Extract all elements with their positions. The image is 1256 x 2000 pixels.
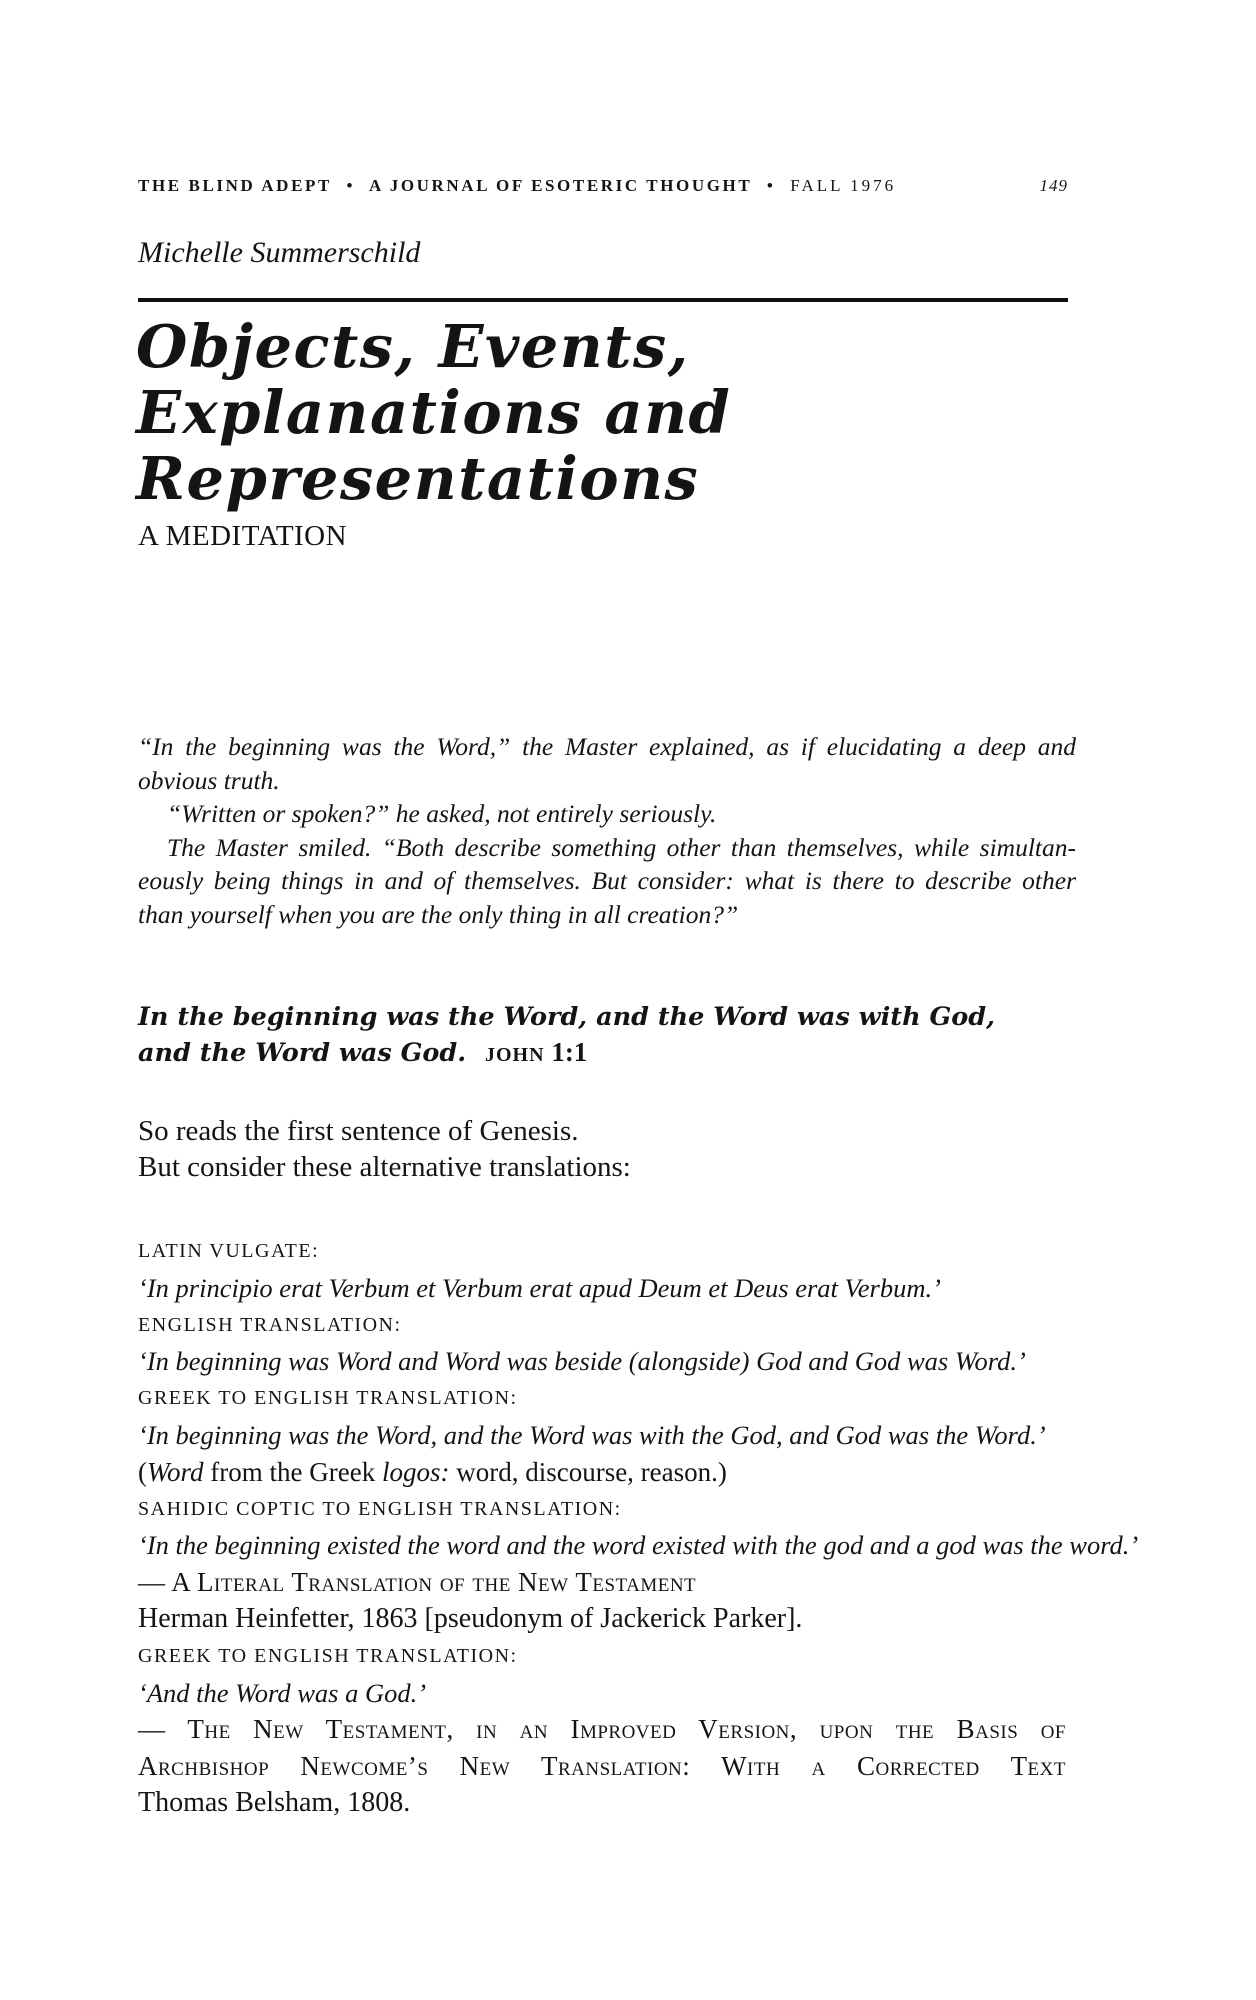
translation-label: GREEK TO ENGLISH TRANSLATION: <box>138 1387 518 1410</box>
translation-author: Thomas Belsham, 1808. <box>138 1786 411 1818</box>
title-rule-divider <box>138 298 1068 302</box>
note-text: from the Greek <box>203 1456 382 1487</box>
journal-name: THE BLIND ADEPT <box>138 176 332 195</box>
header-separator: • <box>766 176 776 195</box>
dialogue-line: “In the beginning was the Word,” the Master explained, as if elucidating a deep and <box>138 732 1076 761</box>
scripture-reference <box>485 1037 587 1067</box>
article-title <box>136 314 1066 512</box>
issue-season: FALL 1976 <box>790 176 897 195</box>
running-header <box>138 176 1068 200</box>
translation-label: ENGLISH TRANSLATION: <box>138 1313 402 1336</box>
note-text: word, discourse, reason.) <box>449 1456 727 1487</box>
scripture-book: JOHN <box>485 1044 545 1066</box>
opening-dialogue <box>138 730 1076 931</box>
translation-quote: ‘In the beginning existed the word and the word existed with the god and a god was the word.’ <box>138 1530 1139 1561</box>
epigraph-line-text: and the Word was God. <box>138 1038 467 1068</box>
translation-quote: ‘In beginning was the Word, and the Word was with the God, and God was the Word.’ <box>138 1419 1046 1450</box>
epigraph-line <box>138 1035 1068 1073</box>
dialogue-line: than yourself when you are the only thing in all creation?” <box>138 899 739 929</box>
header-separator: • <box>346 176 356 195</box>
title-line: Explanations and <box>136 378 732 447</box>
dialogue-line: eously being things in and of themselves. But consider: what is there to describe other <box>138 866 1076 895</box>
title-line: Representations <box>136 444 700 513</box>
translation-label: LATIN VULGATE: <box>138 1240 320 1262</box>
body-line: But consider these alternative translations: <box>138 1151 631 1183</box>
body-line: So reads the first sentence of Genesis. <box>138 1115 579 1147</box>
dialogue-line: The Master smiled. “Both describe something other than themselves, while simultan- <box>167 832 1076 862</box>
translations-list <box>138 1233 1139 1822</box>
intro-paragraph <box>138 1113 1068 1185</box>
translation-label: GREEK TO ENGLISH TRANSLATION: <box>138 1644 518 1667</box>
journal-subtitle: A JOURNAL OF ESOTERIC THOUGHT <box>368 176 753 195</box>
article-subtitle: A MEDITATION <box>138 520 348 552</box>
translation-source: — The New Testament, in an Improved Version, upon the Basis of <box>138 1714 1066 1745</box>
dialogue-line: “Written or spoken?” he asked, not entirely seriously. <box>167 799 717 828</box>
translation-note: (Word from the Greek logos: word, discourse, reason.) <box>138 1456 727 1487</box>
translation-author: Herman Heinfetter, 1863 [pseudonym of Jackerick Parker]. <box>138 1602 803 1634</box>
scripture-verse: 1:1 <box>551 1037 588 1067</box>
note-term: logos: <box>381 1456 450 1487</box>
epigraph <box>138 1000 1068 1073</box>
translation-source: — A Literal Translation of the New Testament <box>138 1567 697 1598</box>
dialogue-line: obvious truth. <box>138 765 280 795</box>
title-line: Objects, Events, <box>136 312 690 381</box>
epigraph-line: In the beginning was the Word, and the Word was with God, <box>138 1002 996 1032</box>
note-term: Word <box>147 1456 204 1487</box>
translation-source: Archbishop Newcome’s New Translation: With a Corrected Text <box>138 1751 1066 1782</box>
author-name: Michelle Summerschild <box>138 236 421 269</box>
translation-label: SAHIDIC COPTIC TO ENGLISH TRANSLATION: <box>138 1497 622 1520</box>
page-number: 149 <box>1039 176 1068 195</box>
translation-quote: ‘And the Word was a God.’ <box>138 1677 427 1708</box>
translation-quote: ‘In beginning was Word and Word was beside (alongside) God and God was Word.’ <box>138 1346 1026 1377</box>
translation-quote: ‘In principio erat Verbum et Verbum erat apud Deum et Deus erat Verbum.’ <box>138 1272 941 1303</box>
